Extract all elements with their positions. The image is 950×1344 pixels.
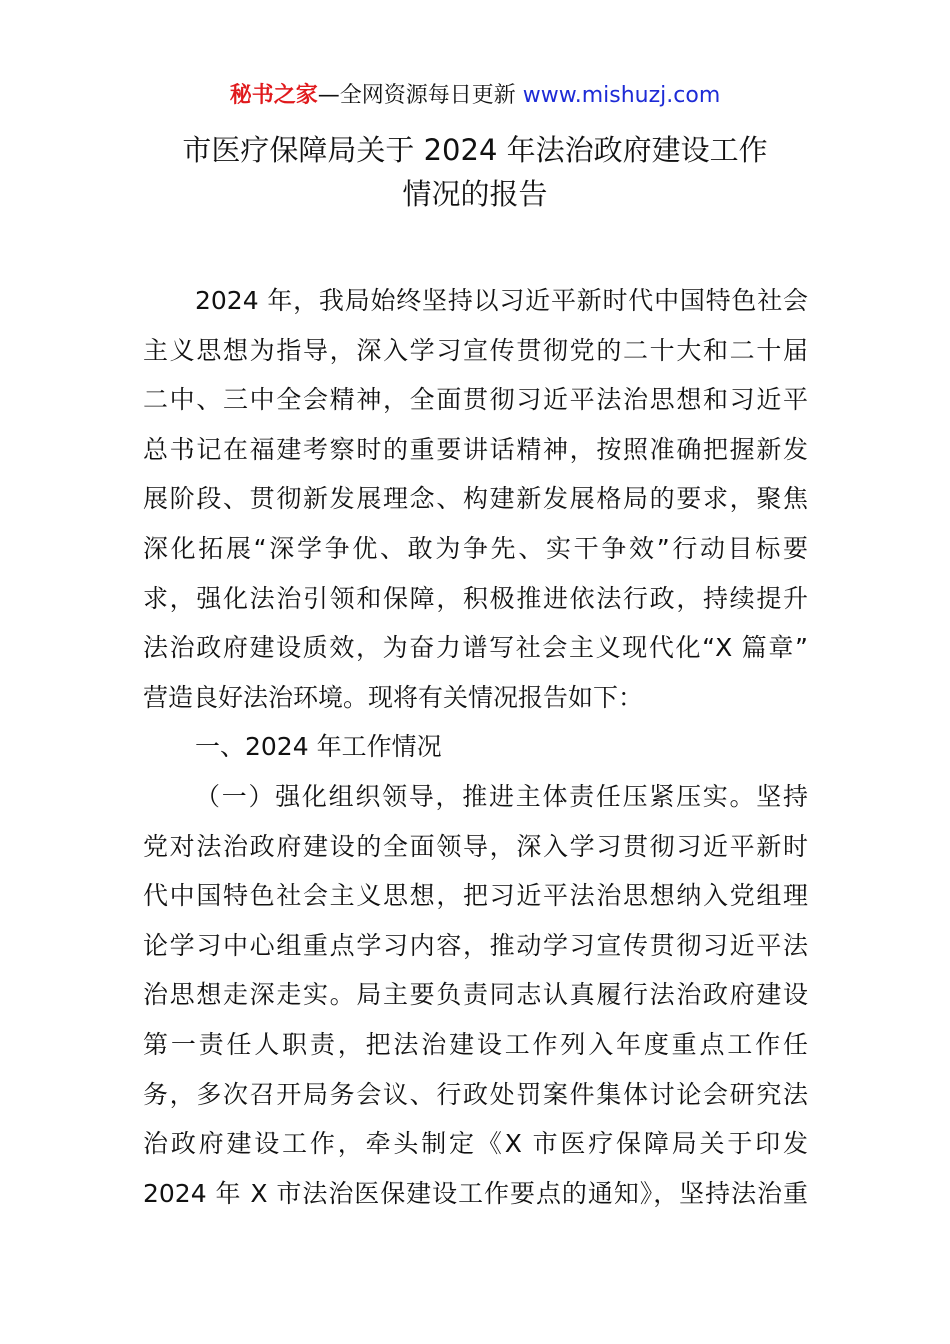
body-line: 法治政府建设质效，为奋力谱写社会主义现代化“X 篇章” bbox=[143, 633, 808, 663]
body-line: （一）强化组织领导，推进主体责任压紧压实。坚持 bbox=[195, 781, 808, 811]
site-brand: 秘书之家 bbox=[229, 83, 318, 108]
body-line: 展阶段、贯彻新发展理念、构建新发展格局的要求，聚焦 bbox=[143, 484, 808, 514]
body-line: 治政府建设工作，牵头制定《X 市医疗保障局关于印发 bbox=[143, 1129, 808, 1159]
site-banner bbox=[0, 80, 950, 112]
body-line: 第一责任人职责，把法治建设工作列入年度重点工作任 bbox=[143, 1029, 808, 1059]
document-title-line-1: 市医疗保障局关于 2024 年法治政府建设工作 bbox=[182, 133, 768, 167]
body-line: 党对法治政府建设的全面领导，深入学习贯彻习近平新时 bbox=[143, 831, 808, 861]
body-line: 二中、三中全会精神，全面贯彻习近平法治思想和习近平 bbox=[143, 385, 808, 415]
body-line: 主义思想为指导，深入学习宣传贯彻党的二十大和二十届 bbox=[143, 335, 808, 365]
body-line: 2024 年 X 市法治医保建设工作要点的通知》，坚持法治重 bbox=[143, 1178, 808, 1208]
section-heading: 一、2024 年工作情况 bbox=[195, 732, 442, 762]
body-line: 求，强化法治引领和保障，积极推进依法行政，持续提升 bbox=[143, 583, 808, 613]
site-tagline: —全网资源每日更新 bbox=[317, 83, 523, 108]
document-title bbox=[0, 128, 950, 216]
body-line: 代中国特色社会主义思想，把习近平法治思想纳入党组理 bbox=[143, 881, 808, 911]
body-line: 务，多次召开局务会议、行政处罚案件集体讨论会研究法 bbox=[143, 1079, 808, 1109]
body-line: 论学习中心组重点学习内容，推动学习宣传贯彻习近平法 bbox=[143, 930, 808, 960]
document-body bbox=[143, 276, 808, 1218]
body-line: 深化拓展“深学争优、敢为争先、实干争效”行动目标要 bbox=[143, 533, 808, 563]
body-line: 营造良好法治环境。现将有关情况报告如下： bbox=[143, 682, 644, 712]
body-line: 总书记在福建考察时的重要讲话精神，按照准确把握新发 bbox=[143, 434, 808, 464]
body-line: 2024 年，我局始终坚持以习近平新时代中国特色社会 bbox=[195, 286, 808, 315]
document-title-line-2: 情况的报告 bbox=[402, 177, 548, 211]
body-line: 治思想走深走实。局主要负责同志认真履行法治政府建设 bbox=[143, 980, 808, 1010]
site-url-link[interactable]: www.mishuzj.com bbox=[522, 83, 721, 108]
